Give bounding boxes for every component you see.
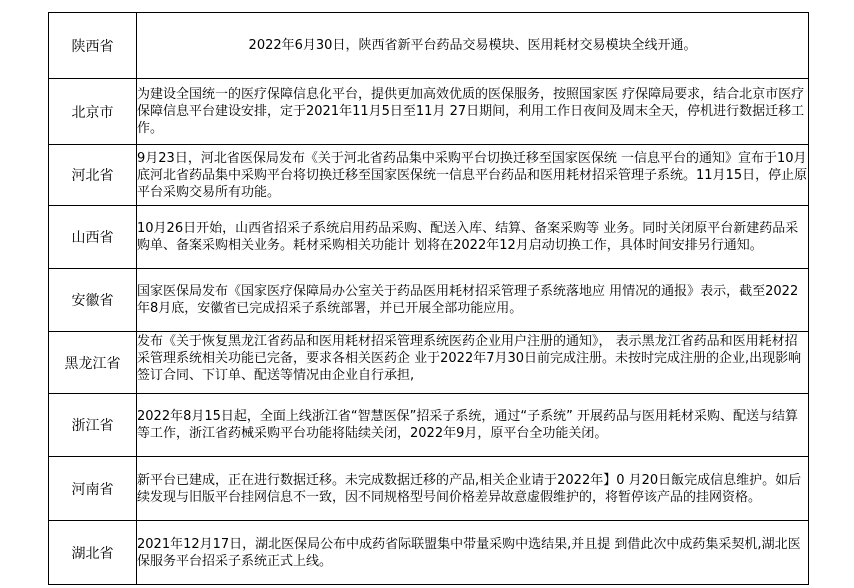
description-cell: 9月23日，河北省医保局发布《关于河北省药品集中采购平台切换迁移至国家医保统 一信息平台的通知》宣布于10月底河北省药品集中采购平台将切换迁移至国家医保统一信息平台药品和医用耗材招采管理子系统。11月15日，停止原平台采购交易所有功能。 bbox=[137, 145, 809, 206]
table-row bbox=[49, 13, 809, 79]
province-cell: 河北省 bbox=[49, 145, 137, 206]
description-cell: 为建设全国统一的医疗保障信息化平台，提供更加高效优质的医保服务，按照国家医 疗保障局要求，结合北京市医疗保障信息平台建设安排，定于2021年11月5日至11月 27日期间，利用工作日夜间及周末全天，停机进行数据迁移工作。 bbox=[137, 79, 809, 145]
table-row bbox=[49, 79, 809, 145]
table-row bbox=[49, 394, 809, 457]
policy-table bbox=[48, 12, 809, 585]
description-cell: 新平台已建成，正在进行数据迁移。未完成数据迁移的产品,相关企业请于2022年】0 月20日飯完成信息维护。如后续发现与旧版平台挂网信息不一致，因不同规格型号间价格差异故意虚假维护的，将暂停该产品的挂网资格。 bbox=[137, 457, 809, 521]
province-cell: 河南省 bbox=[49, 457, 137, 521]
description-cell: 2022年6月30日，陕西省新平台药品交易模块、医用耗材交易模块全线开通。 bbox=[137, 13, 809, 79]
description-cell: 国家医保局发布《国家医疗保障局办公室关于药品医用耗材招采管理子系统落地应 用情况的通报》表示，截至2022年8月底，安徽省已完成招采子系统部署，并已开展全部功能应用。 bbox=[137, 269, 809, 332]
description-cell: 发布《关于恢复黑龙江省药品和医用耗材招采管理系统医药企业用户注册的通知》， 表示黑龙江省药品和医用耗材招采管理系统相关功能已完备，要求各相关医药企 业于2022年7月30日前完成注册。未按时完成注册的企业,出现影响签订合同、下订单、配送等情况由企业自行承担, bbox=[137, 333, 802, 383]
province-cell: 北京市 bbox=[49, 79, 137, 145]
table-row bbox=[49, 332, 809, 394]
province-cell: 湖北省 bbox=[49, 521, 137, 585]
table-row bbox=[49, 457, 809, 521]
description-cell: 10月26日开始，山西省招采子系统启用药品采购、配送入库、结算、备案采购等 业务。同时关闭原平台新建药品采购单、备案采购相关业务。耗材采购相关功能计 划将在2022年12月启动切换工作，具体时间安排另行通知。 bbox=[137, 206, 809, 269]
province-cell: 山西省 bbox=[49, 206, 137, 269]
province-cell: 陕西省 bbox=[49, 13, 137, 79]
province-cell: 浙江省 bbox=[49, 394, 137, 457]
description-cell: 2022年8月15日起，全面上线浙江省“智慧医保”招采子系统，通过“子系统” 开展药品与医用耗材采购、配送与结算等工作，浙江省药械采购平台功能将陆续关闭，2022年9月，原平台全功能关闭。 bbox=[137, 394, 809, 457]
province-cell: 安徽省 bbox=[49, 269, 137, 332]
table-row bbox=[49, 206, 809, 269]
province-cell: 黑龙江省 bbox=[49, 332, 137, 394]
description-cell: 2021年12月17日，湖北医保局公布中成药省际联盟集中带量采购中选结果,并且提 到借此次中成药集采契机,湖北医保服务平台招采子系统正式上线。 bbox=[137, 521, 809, 585]
table-row bbox=[49, 521, 809, 585]
table-row bbox=[49, 145, 809, 206]
table-row bbox=[49, 269, 809, 332]
